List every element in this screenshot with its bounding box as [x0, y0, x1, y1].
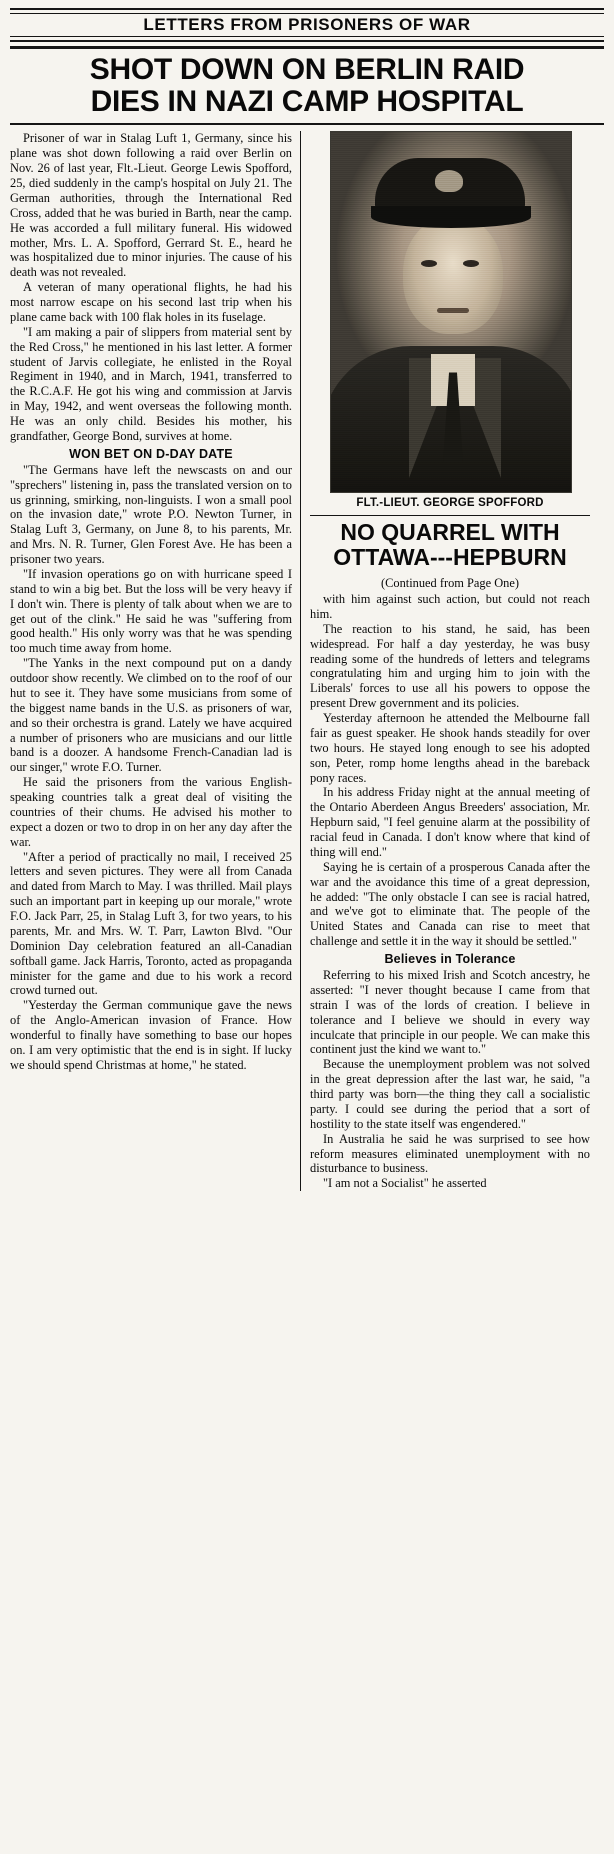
photo-caption: FLT.-LIEUT. GEORGE SPOFFORD: [356, 497, 544, 510]
secondary-headline: [310, 520, 590, 570]
paragraph: "Yesterday the German communique gave the news of the Anglo-American invasion of France. How wonderful to finally have something to base our hopes on. I am very optimistic that the end is in sight. If lucky we should spend Christmas at home," he stated.: [10, 998, 292, 1072]
paragraph: In his address Friday night at the annual meeting of the Ontario Aberdeen Angus Breeders' association, Mr. Hepburn said, "I feel genuine alarm at the possibility of racial feud in Canada. I don't know where that kind of thing will end.": [310, 785, 590, 859]
paragraph: "I am not a Socialist" he asserted: [323, 1176, 487, 1191]
headline-line-1: SHOT DOWN ON BERLIN RAID: [89, 52, 525, 86]
halftone-grain: [331, 132, 571, 492]
paragraph: Saying he is certain of a prosperous Canada after the war and the avoidance this time of a great depression, he added: "The only obstacle I can see is racial hatred, and we've got to eliminate that. The people of the United States and Canada can rise to meet that challenge and settle it in the way it should be settled.": [310, 859, 590, 949]
paragraph: with him against such action, but could not reach him.: [310, 592, 590, 621]
paragraph: Yesterday afternoon he attended the Melbourne fall fair as guest speaker. He shook hands steadily for over two hours. He stayed long enough to see his adopted son, Peter, romp home lengths ahead in the bareback pony races.: [310, 711, 590, 785]
left-body-2: [10, 463, 292, 1073]
paragraph: He said the prisoners from the various English-speaking countries talk a great deal of visiting the countries of their chums. He advised his mother to expect a dozen or two to drop in on her any day after the war.: [10, 775, 292, 849]
continued-note: (Continued from Page One): [381, 576, 519, 591]
headline-line-2: DIES IN NAZI CAMP HOSPITAL: [90, 84, 524, 118]
left-body: [10, 131, 292, 443]
paragraph: Referring to his mixed Irish and Scotch ancestry, he asserted: "I never thought because I came from that strain I was of the lords of creation. I believe in tolerance and I believe we should in every way inculcate that principle in our people. We can make this continent just the kind we want to.": [310, 968, 590, 1057]
paragraph: Because the unemployment problem was not solved in the great depression after the last war, he said, "a third party was born—the thing they call a socialistic party. I could see during the period that a sort of hostility to the state itself was engendered.": [310, 1057, 590, 1131]
page-title: [10, 54, 604, 118]
column-left: [10, 131, 300, 1191]
secondary-headline-line-2: OTTAWA---HEPBURN: [333, 544, 567, 571]
paragraph: The reaction to his stand, he said, has been widespread. For half a day yesterday, he was busy reading some of the hundreds of letters and telegrams congratulating him and urging him to join with the Liberals' forces to use all his powers to oppose the present Drew government and its policies.: [310, 621, 590, 711]
right-subhead: Believes in Tolerance: [384, 952, 516, 967]
paragraph: In Australia he said he was surprised to see how reform measures eliminated unemployment with no disturbance to business.: [310, 1131, 590, 1176]
paragraph: "The Yanks in the next compound put on a dandy outdoor show recently. We climbed on to the roof of our hut to see it. They have some musicians from some of the biggest name bands in the U.S. as prisoners of war, and so their orchestra is grand. Lately we have acquired a number of prisoners who are musicians and our little band is a doozer. A handsome French-Canadian lad is our singer," wrote F.O. Turner.: [10, 656, 292, 775]
paragraph: "The Germans have left the newscasts on and our "sprechers" listening in, pass the translated version on to us grinning, smirking, non-linguists. I won a small pool on the invasion date," wrote P.O. Newton Turner, in Stalag Luft 3, Germany, on June 8, to his parents, Mr. and Mrs. N. R. Turner, Glen Forest Ave. He has been a prisoner two years.: [10, 462, 292, 567]
masthead: [10, 8, 604, 42]
paragraph: "After a period of practically no mail, I received 25 letters and seven pictures. They were all from Canada and dated from March to May. I was thrilled. Mail plays such an important part in keeping up our morale," wrote F.O. Jack Parr, 25, in Stalag Luft 3, for two years, to his parents, Mr. and Mrs. W. T. Parr, Lawton Blvd. "Our Dominion Day celebration featured an all-Canadian softball game. Jack Harris, Toronto, acted as propaganda minister for the game and due to his work a record crowd turned out.: [10, 849, 292, 998]
portrait-photo: [330, 131, 572, 493]
column-right: [300, 131, 590, 1191]
portrait-figure: [330, 131, 570, 511]
right-body-2: [310, 968, 590, 1191]
paragraph: Prisoner of war in Stalag Luft 1, Germany, since his plane was shot down following a raid over Berlin on Nov. 26 of last year, Flt.-Lieut. George Lewis Spofford, 25, died suddenly in the camp's hospital on July 21. The German authorities, through the International Red Cross, added that he was buried in Barth, near the camp. He was accorded a full military funeral. His widowed mother, Mrs. L. A. Spofford, Gerrard St. E., heard he was hospitalized due to minor injuries. The cause of his death was not revealed.: [10, 131, 292, 280]
divider-under-photo: [310, 515, 590, 516]
divider-thick: [10, 46, 604, 49]
secondary-headline-line-1: NO QUARREL WITH: [340, 519, 560, 546]
left-subhead: WON BET ON D-DAY DATE: [69, 446, 233, 461]
masthead-title: LETTERS FROM PRISONERS OF WAR: [143, 15, 471, 34]
divider-under-headline: [10, 123, 604, 125]
article-columns: [10, 131, 604, 1191]
paragraph: "I am making a pair of slippers from material sent by the Red Cross," he mentioned in his last letter. A former student of Jarvis collegiate, he enlisted in the Royal Regiment in 1940, and in March, 1941, transferred to the R.C.A.F. He got his wing and commission at Jarvis in May, 1942, and went overseas the following month. He was an only child. Besides his mother, his grandfather, George Bond, survives at home.: [10, 324, 292, 443]
right-body: [310, 592, 590, 949]
masthead-inner: [10, 13, 604, 37]
paragraph: "If invasion operations go on with hurricane speed I stand to win a big bet. But the loss will be very heavy if I don't win. There is plenty of talk about when we are to get out of the clink." He said he was "suffering from good health." His only worry was that he was spending too much time away from home.: [10, 566, 292, 656]
paragraph: A veteran of many operational flights, he had his most narrow escape on his second last trip when his plane came back with 100 flak holes in its fuselage.: [10, 280, 292, 324]
